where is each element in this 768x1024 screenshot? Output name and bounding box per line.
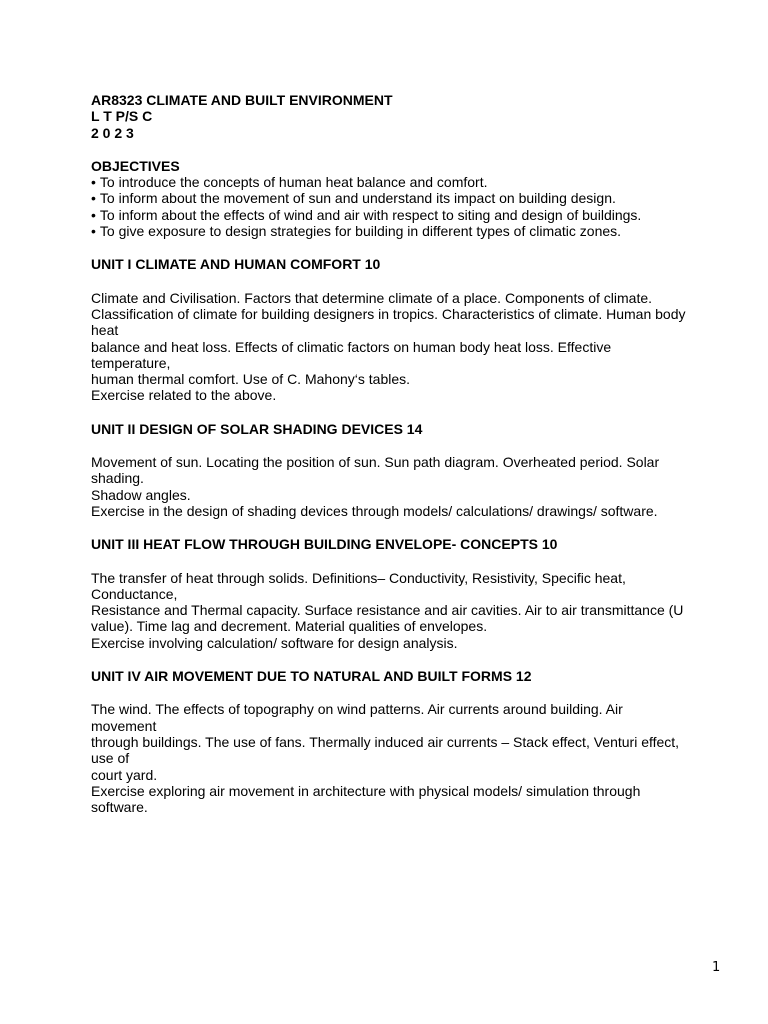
spacer	[91, 273, 691, 290]
spacer	[91, 404, 691, 421]
unit-2-text-line: Exercise in the design of shading devices through models/ calculations/ drawings/ software.	[91, 502, 658, 519]
unit-1-text-line: balance and heat loss. Effects of climatic factors on human body heat loss. Effective	[91, 338, 612, 355]
unit-2-text-line: Movement of sun. Locating the position of sun. Sun path diagram. Overheated period. Solar	[91, 454, 660, 471]
spacer	[91, 239, 691, 256]
unit-4-text-line: movement	[91, 717, 157, 734]
unit-1-text-line: Exercise related to the above.	[91, 387, 277, 404]
unit-1-text-line: human thermal comfort. Use of C. Mahony‘s tables.	[91, 371, 411, 388]
ltpc-values: 2 0 2 3	[91, 124, 134, 141]
spacer	[91, 519, 691, 536]
document-body	[91, 92, 691, 815]
unit-1-text-line: Classification of climate for building designers in tropics. Characteristics of climate. Human body	[91, 305, 686, 322]
unit-1-text-line: Climate and Civilisation. Factors that determine climate of a place. Components of climate.	[91, 289, 653, 306]
unit-3-text-line: Conductance,	[91, 585, 178, 602]
ltpc-labels: L T P/S C	[91, 108, 153, 125]
unit-4-heading: UNIT IV AIR MOVEMENT DUE TO NATURAL AND BUILT FORMS 12	[91, 668, 532, 685]
unit-4-text-line: use of	[91, 750, 130, 767]
unit-3-text-line: The transfer of heat through solids. Definitions– Conductivity, Resistivity, Specific heat,	[91, 569, 626, 586]
unit-2-heading: UNIT II DESIGN OF SOLAR SHADING DEVICES 14	[91, 420, 423, 437]
unit-1-text-line: temperature,	[91, 354, 171, 371]
objective-item: • To give exposure to design strategies for building in different types of climatic zones.	[91, 223, 691, 239]
spacer	[91, 553, 691, 570]
objectives-heading: OBJECTIVES	[91, 157, 180, 174]
objective-item: • To inform about the movement of sun and understand its impact on building design.	[91, 190, 691, 206]
spacer	[91, 684, 691, 701]
unit-3-text-line: value). Time lag and decrement. Material qualities of envelopes.	[91, 618, 488, 635]
objective-item: • To inform about the effects of wind and air with respect to siting and design of buildings.	[91, 207, 691, 223]
unit-4-text-line: The wind. The effects of topography on wind patterns. Air currents around building. Air	[91, 701, 623, 718]
unit-3-heading: UNIT III HEAT FLOW THROUGH BUILDING ENVELOPE- CONCEPTS 10	[91, 536, 558, 553]
page-number: 1	[712, 960, 721, 975]
unit-4-text-line: Exercise exploring air movement in architecture with physical models/ simulation through	[91, 782, 641, 799]
spacer	[91, 437, 691, 454]
unit-1-text-line: heat	[91, 322, 119, 339]
unit-4-text-line: through buildings. The use of fans. Thermally induced air currents – Stack effect, Venturi effect,	[91, 733, 680, 750]
unit-1-heading: UNIT I CLIMATE AND HUMAN COMFORT 10	[91, 256, 381, 273]
course-title: AR8323 CLIMATE AND BUILT ENVIRONMENT	[91, 92, 393, 108]
spacer	[91, 141, 691, 158]
unit-4-text-line: court yard.	[91, 766, 158, 783]
unit-3-text-line: Resistance and Thermal capacity. Surface resistance and air cavities. Air to air transmittance (U	[91, 602, 684, 619]
unit-2-text-line: shading.	[91, 470, 144, 487]
unit-3-text-line: Exercise involving calculation/ software for design analysis.	[91, 634, 458, 651]
objective-item: • To introduce the concepts of human heat balance and comfort.	[91, 174, 691, 190]
unit-2-text-line: Shadow angles.	[91, 486, 191, 503]
unit-4-text-line: software.	[91, 799, 148, 816]
spacer	[91, 651, 691, 668]
